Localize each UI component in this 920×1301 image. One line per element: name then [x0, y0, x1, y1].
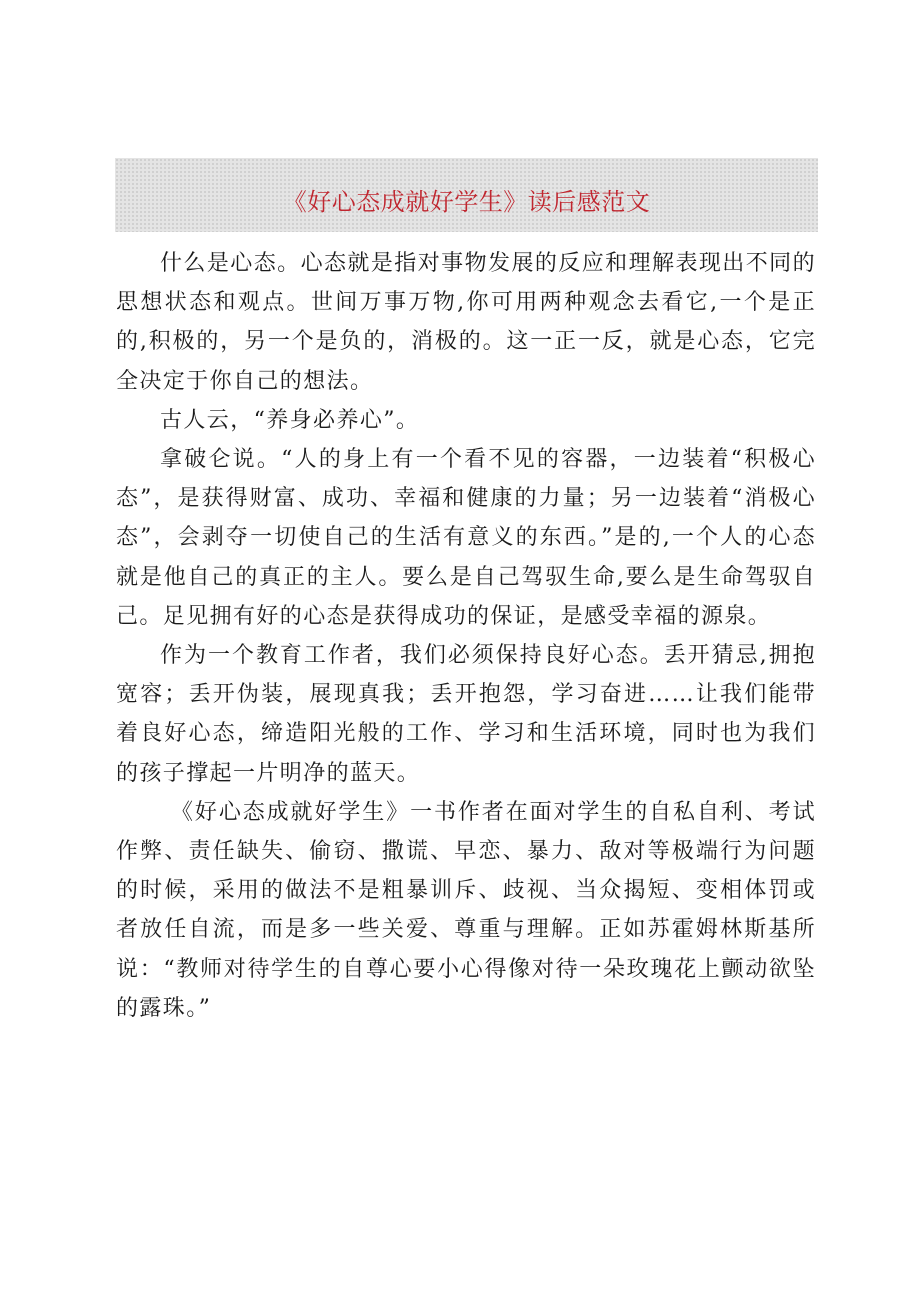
paragraph-ancient-saying: 古人云，“养身必养心”。 [160, 407, 420, 433]
article-body [116, 244, 816, 1028]
title-banner [115, 158, 818, 232]
paragraph-what-is-mindset: 什么是心态。心态就是指对事物发展的反应和理解表现出不同的思想状态和观点。世间万事万物,你可用两种观念去看它,一个是正的,积极的，另一个是负的，消极的。这一正一反，就是心态，它完全决定于你自己的想法。 [116, 251, 816, 394]
paragraph-educator-mindset: 作为一个教育工作者，我们必须保持良好心态。丢开猜忌,拥抱宽容；丢开伪装，展现真我；丢开抱怨，学习奋进……让我们能带着良好心态，缔造阳光般的工作、学习和生活环境，同时也为我们的孩子撑起一片明净的蓝天。 [116, 643, 816, 786]
document-title: 《好心态成就好学生》读后感范文 [282, 187, 651, 216]
paragraph-napoleon-quote: 拿破仑说。“人的身上有一个看不见的容器，一边装着“积极心态”，是获得财富、成功、幸福和健康的力量；另一边装着“消极心态”，会剥夺一切使自己的生活有意义的东西。”是的,一个人的心态就是他自己的真正的主人。要么是自己驾驭生命,要么是生命驾驭自己。足见拥有好的心态是获得成功的保证，是感受幸福的源泉。 [116, 447, 816, 629]
paragraph-book-summary: 《好心态成就好学生》一书作者在面对学生的自私自利、考试作弊、责任缺失、偷窃、撒谎、早恋、暴力、敌对等极端行为问题的时候，采用的做法不是粗暴训斥、歧视、当众揭短、变相体罚或者放任自流，而是多一些关爱、尊重与理解。正如苏霍姆林斯基所说：“教师对待学生的自尊心要小心得像对待一朵玫瑰花上颤动欲坠的露珠。” [116, 799, 816, 1021]
